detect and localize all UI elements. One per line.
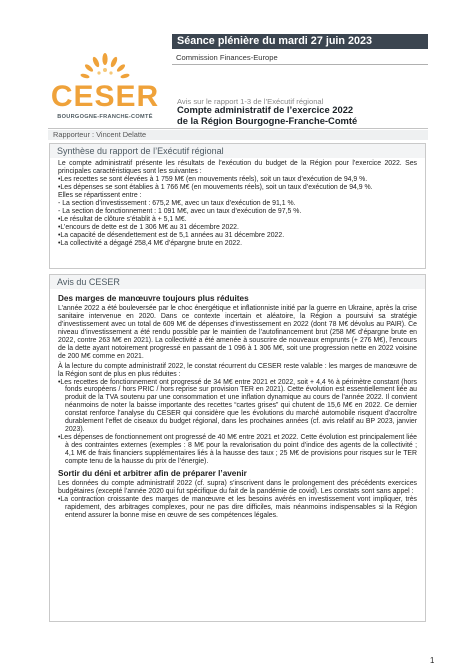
section-heading: Avis du CESER [50,275,425,289]
logo-wordmark: CESER [50,80,160,113]
list-item: •Les dépenses de fonctionnement ont progressé de 40 M€ entre 2021 et 2022. Cette évolution est principalement liée à des contraintes externes (exemples : 8 M€ pour la revalorisation du point d’indice des agents de la collectivité ; 4,1 M€ de frais financiers supplémentaires liés à la hausse des taux ; 25 M€ de provisions pour risques sur le TER compte tenu de la hausse du prix de l’énergie). [58,434,417,466]
report-title-line-2: de la Région Bourgogne-Franche-Comté [177,114,358,126]
synthese-section [49,143,426,269]
commission-label: Commission Finances-Europe [176,53,278,62]
page-number: 1 [430,656,435,665]
list-item: •La capacité de désendettement est de 5,1 années au 31 décembre 2022. [58,231,285,239]
paragraph: Les données du compte administratif 2022 (cf. supra) s’inscrivent dans le prolongement des précédents exercices budgétaires (excepté l’année 2020 qui fut spécifique du fait de la pandémie de covid). Les constats sont sans appel : [58,479,417,495]
section-heading: Synthèse du rapport de l’Exécutif régional [50,144,425,158]
list-item: •Le résultat de clôture s’établit à + 5,1 M€. [58,215,187,223]
report-subtitle: Avis sur le rapport 1-3 de l’Exécutif régional [177,97,324,106]
list-item: •Les dépenses se sont établies à 1 766 M€ (en mouvements réels), soit un taux d’exécution de 94,9 %. [58,183,373,191]
paragraph: Elles se répartissent entre : [58,191,142,199]
list-item: •Les recettes de fonctionnement ont progressé de 34 M€ entre 2021 et 2022, soit + 4,4 % à périmètre constant (hors fonds européens / hors PRIC / hors reprise sur provision TER en 2021). Cette évolution est essentiellement liée au produit de la TVA soutenu par une consommation et une inflation dynamique au cours de l’année 2022. Il convient néanmoins de noter la baisse importante des recettes “cartes grises” qui chutent de 15,6 M€ en 2022. Ce dernier constat renforce l’analyse du CESER qui considère que les évolutions du marché automobile risquent d’accroître durablement l’effet de ciseaux du budget régional, dans les prochaines années (cf. avis relatif au BP 2023, janvier 2023). [58,378,417,434]
paragraph: L’année 2022 a été bouleversée par le choc énergétique et inflationniste initié par la guerre en Ukraine, après la crise sanitaire intervenue en 2020. Dans ce contexte incertain et aléatoire, la Région a poursuivi sa stratégie d’investissement avec un total de 609 M€ de dépenses d’investissement en 2022 (dont 78 M€ dévolus au PAIR). Ce niveau d’investissement a été rendu possible par le maintien de l’autofinancement brut (258 M€ d’épargne brute en 2022, contre 263 M€ en 2021). La collectivité a été amenée à souscrire de nouveaux emprunts (+ 276 M€), l’encours de la dette ayant notoirement progressé en passant de 1 096 à 1 306 M€, soit une progression nette en 2022 voisine de 200 M€ comme en 2021. [58,304,417,360]
paragraph: À la lecture du compte administratif 2022, le constat récurrent du CESER reste valable : les marges de manœuvre de la Région sont de plus en plus réduites : [58,362,417,378]
list-item: •Les recettes se sont élevées à 1 759 M€ (en mouvements réels), soit un taux d’exécution de 94,9 %. [58,175,368,183]
paragraph: Le compte administratif présente les résultats de l’exécution du budget de la Région pour l’exercice 2022. Ses principales caractéristiques sont les suivantes : [58,160,417,175]
divider [48,128,428,129]
report-title-line-1: Compte administratif de l’exercice 2022 [177,104,354,115]
report-title [177,105,427,126]
list-item: - La section de fonctionnement : 1 091 M€, avec un taux d’exécution de 97,5 %. [58,207,302,215]
ceser-logo [46,52,164,122]
list-item: - La section d’investissement : 675,2 M€, avec un taux d’exécution de 91,1 %. [58,199,296,207]
divider [172,64,428,65]
logo-region: BOURGOGNE-FRANCHE-COMTÉ [57,114,153,120]
list-item: •La collectivité a dégagé 258,4 M€ d’épargne brute en 2022. [58,239,242,247]
list-item: •L’encours de dette est de 1 306 M€ au 31 décembre 2022. [58,223,239,231]
avis-section [49,274,426,622]
rapporteur-label: Rapporteur : Vincent Delatte [48,130,428,140]
list-item: •La contraction croissante des marges de manœuvre et les besoins avérés en investissement vont impliquer, très rapidement, des arbitrages complexes, pour ne pas dire difficiles, mais néanmoins indispensables si la Région entend assurer la bonne mise en œuvre de ses compétences légales. [58,495,417,519]
subheading: Des marges de manœuvre toujours plus réduites [58,294,249,303]
session-title-bar: Séance plénière du mardi 27 juin 2023 [172,34,428,49]
subheading: Sortir du déni et arbitrer afin de préparer l’avenir [58,469,247,479]
